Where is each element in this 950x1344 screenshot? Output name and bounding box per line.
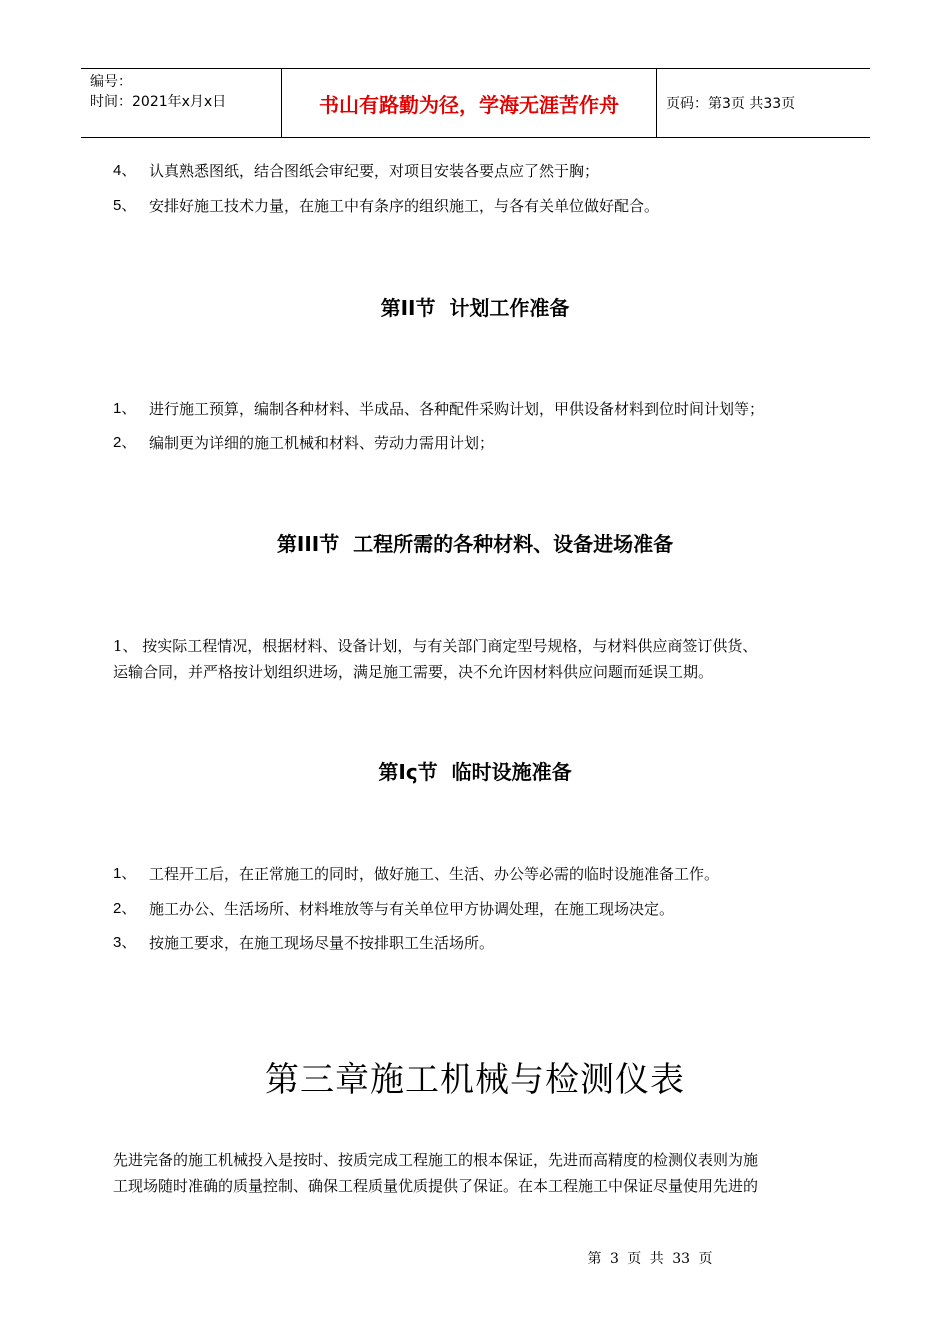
list-item-text: 施工办公、生活场所、材料堆放等与有关单位甲方协调处理，在施工现场决定。 [149,900,675,918]
header-motto: 书山有路勤为径，学海无涯苦作舟 [281,69,657,137]
list-item-text: 工程开工后，在正常施工的同时，做好施工、生活、办公等必需的临时设施准备工作。 [149,865,720,883]
list-item-number: 3、 [113,934,137,951]
section-heading-3: 第III节 工程所需的各种材料、设备进场准备 [276,532,674,556]
page-footer: 第 3 页 共 33 页 [587,1251,713,1267]
list-item-text: 认真熟悉图纸，结合图纸会审纪要，对项目安装各要点应了然于胸； [149,162,600,180]
list-item-number: 2、 [113,434,137,451]
chapter-title: 第三章施工机械与检测仪表 [265,1060,685,1100]
list-item-number: 4、 [113,162,137,179]
paragraph-line: 工现场随时准确的质量控制、确保工程质量优质提供了保证。在本工程施工中保证尽量使用先进的 [113,1177,759,1195]
list-item-number: 5、 [113,197,137,214]
list-item-text: 进行施工预算，编制各种材料、半成品、各种配件采购计划，甲供设备材料到位时间计划等； [149,400,765,418]
section-heading-4: 第Iς节 临时设施准备 [378,760,572,784]
document-number-label: 编号： [90,74,132,90]
page-header [81,68,870,138]
list-item-number: 1、 [113,865,137,882]
header-left-cell [81,69,281,137]
paragraph-line: 1、 按实际工程情况，根据材料、设备计划，与有关部门商定型号规格，与材料供应商签订供货、 [113,637,758,655]
page-count-label: 页码：第3页 共33页 [666,96,796,112]
list-item-number: 2、 [113,900,137,917]
list-item-text: 按施工要求，在施工现场尽量不按排职工生活场所。 [149,934,495,952]
list-item-number: 1、 [113,400,137,417]
list-item-text: 编制更为详细的施工机械和材料、劳动力需用计划； [149,434,495,452]
section-heading-2: 第II节 计划工作准备 [380,296,570,320]
header-right-cell [656,69,870,137]
paragraph-line: 运输合同，并严格按计划组织进场，满足施工需要，决不允许因材料供应问题而延误工期。 [113,663,714,681]
paragraph-line: 先进完备的施工机械投入是按时、按质完成工程施工的根本保证，先进而高精度的检测仪表则为施 [113,1151,759,1169]
document-date-label: 时间：2021年x月x日 [90,94,227,110]
list-item-text: 安排好施工技术力量，在施工中有条序的组织施工，与各有关单位做好配合。 [149,197,660,215]
